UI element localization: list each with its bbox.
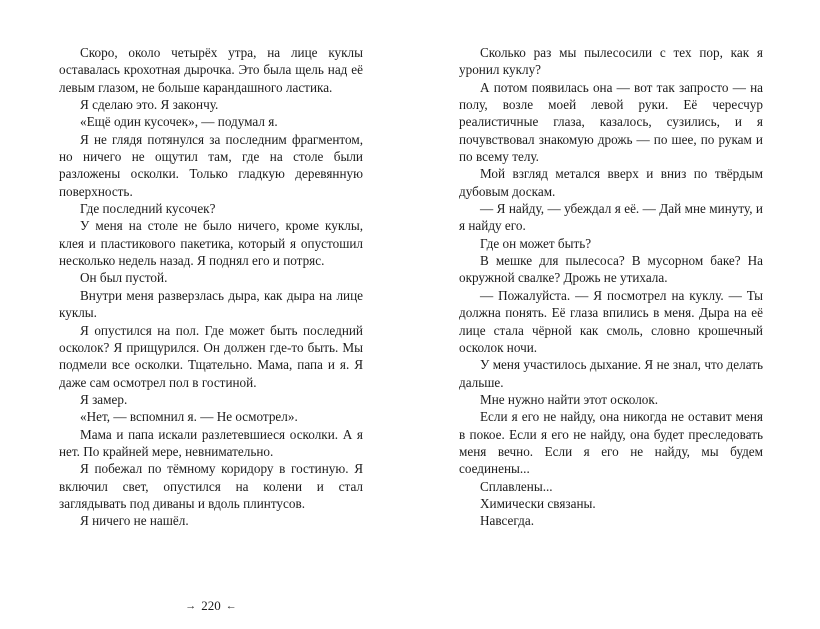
paragraph: Я опустился на пол. Где может быть последний осколок? Я прищурился. Он должен где-то быть. Мы подмели все осколки. Тщательно. Мама, папа и я. Я даже сам осмотрел пол в гостиной.	[59, 322, 363, 390]
paragraph: — Пожалуйста. — Я посмотрел на куклу. — Ты должна понять. Её глаза впились в меня. Дыра на её лице стала чёрной как смоль, словно крошечный осколок ночи.	[459, 287, 763, 355]
page-ornament-left-icon: →	[185, 600, 197, 612]
page-number-value: 220	[201, 598, 221, 613]
paragraph: Если я его не найду, она никогда не оставит меня в покое. Если я его не найду, она будет преследовать меня вечно. Если я его не найду, мы будем соединены...	[459, 409, 763, 477]
paragraph: Сплавлены...	[480, 478, 553, 494]
paragraph: Он был пустой.	[80, 270, 168, 286]
paragraph: Навсегда.	[480, 513, 535, 529]
paragraph: Мама и папа искали разлетевшиеся осколки. А я нет. По крайней мере, невнимательно.	[59, 426, 363, 459]
right-column	[459, 44, 763, 530]
page-ornament-right-icon: ←	[225, 600, 237, 612]
paragraph: Я побежал по тёмному коридору в гостиную. Я включил свет, опустился на колени и стал заглядывать под диваны и вдоль плинтусов.	[59, 461, 363, 511]
paragraph: Мне нужно найти этот осколок.	[480, 391, 659, 407]
paragraph: Я замер.	[80, 391, 128, 407]
paragraph: У меня на столе не было ничего, кроме куклы, клея и пластикового пакетика, который я опустошил несколько недель назад. Я поднял его и потряс.	[59, 218, 363, 269]
paragraph: Химически связаны.	[480, 495, 596, 511]
paragraph: «Ещё один кусочек», — подумал я.	[80, 114, 278, 130]
paragraph: Где он может быть?	[480, 235, 592, 251]
paragraph: Внутри меня разверзлась дыра, как дыра на лице куклы.	[59, 287, 363, 321]
paragraph: У меня участилось дыхание. Я не знал, что делать дальше.	[459, 357, 763, 390]
paragraph: Сколько раз мы пылесосили с тех пор, как я уронил куклу?	[459, 45, 763, 78]
paragraph: В мешке для пылесоса? В мусорном баке? На окружной свалке? Дрожь не утихала.	[459, 253, 763, 286]
paragraph: Я ничего не нашёл.	[80, 513, 189, 529]
paragraph: Где последний кусочек?	[80, 201, 216, 217]
paragraph: А потом появилась она — вот так запросто — на полу, возле моей левой руки. Её чересчур реалистичные глаза, казалось, сузились, и я почувствовал знакомую дрожь — по шее, по рукам и по всему телу.	[459, 79, 763, 165]
paragraph: Я не глядя потянулся за последним фрагментом, но ничего не ощутил там, где на столе были разложены осколки. Только гладкую деревянную поверхность.	[59, 131, 363, 199]
paragraph: — Я найду, — убеждал я её. — Дай мне минуту, и я найду его.	[459, 201, 763, 234]
left-column	[59, 44, 363, 530]
paragraph: «Нет, — вспомнил я. — Не осмотрел».	[80, 409, 298, 425]
text-columns	[59, 44, 763, 530]
paragraph: Скоро, около четырёх утра, на лице куклы оставалась крохотная дырочка. Это была щель над её левым глазом, не больше карандашного ластика.	[59, 45, 363, 95]
page-number	[59, 598, 363, 614]
paragraph: Я сделаю это. Я закончу.	[80, 97, 219, 113]
paragraph: Мой взгляд метался вверх и вниз по твёрдым дубовым доскам.	[459, 166, 763, 199]
